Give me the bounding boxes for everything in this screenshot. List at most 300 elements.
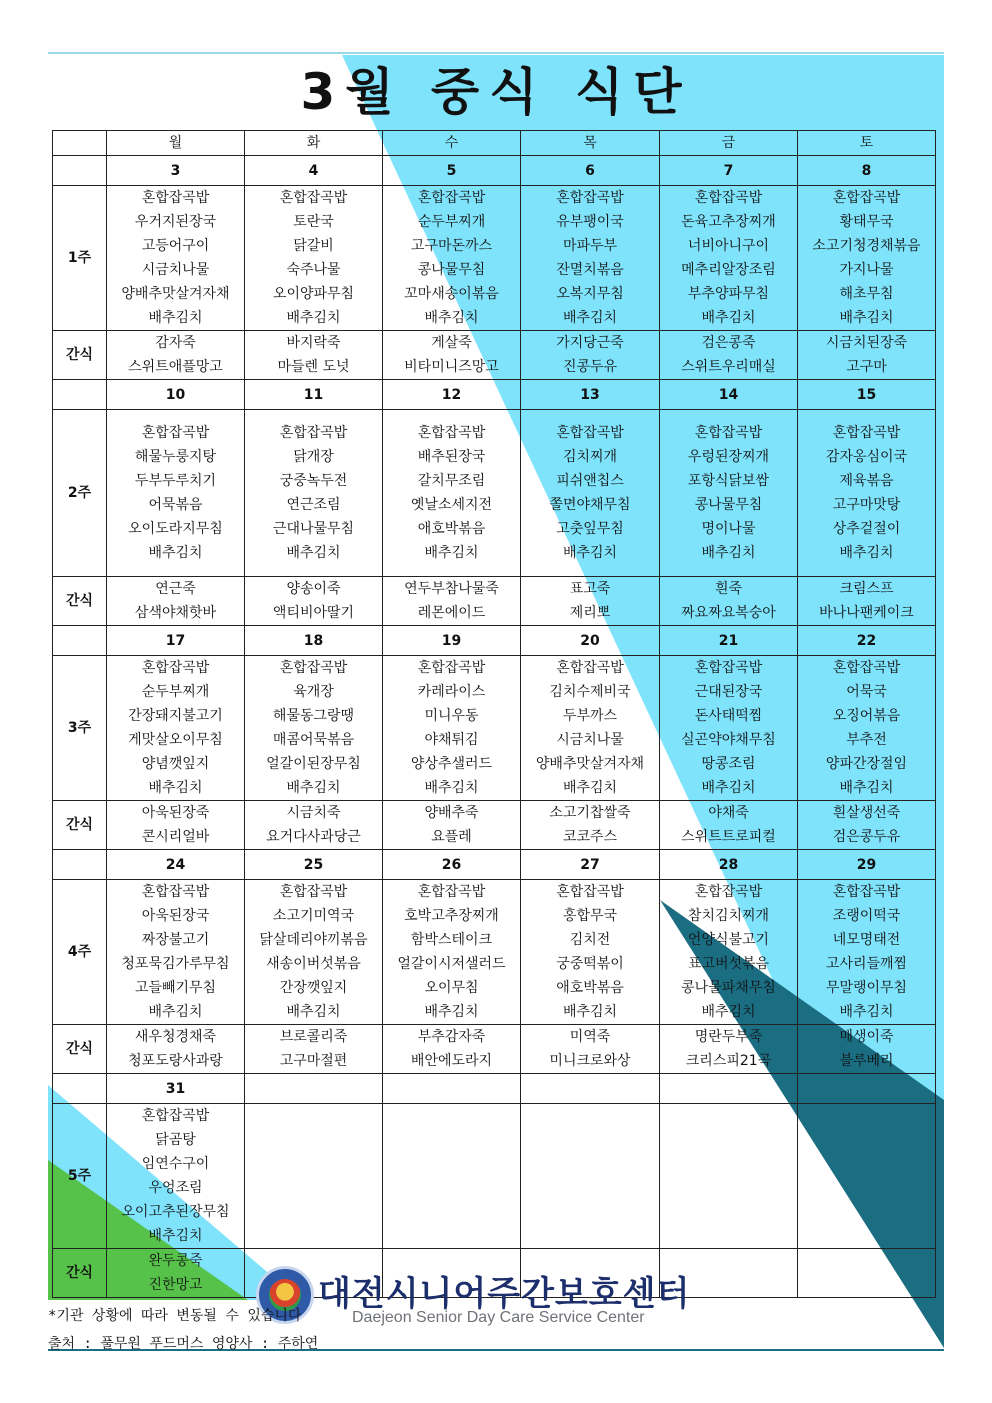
menu-item: 혼합잡곡밥: [832, 425, 901, 441]
menu-item: 혼합잡곡밥: [141, 425, 210, 441]
day-header: 목: [521, 131, 660, 156]
snack-item: 양배추죽: [424, 805, 479, 821]
logo-name-ko: 대전시니어주간보호센터: [318, 1274, 691, 1314]
snack-item: 고구마절편: [279, 1053, 348, 1069]
menu-item: 임연수구이: [141, 1156, 210, 1172]
date-cell: 11: [245, 380, 383, 410]
snack-cell: [245, 577, 383, 626]
snack-item: 배안에도라지: [410, 1053, 493, 1069]
snack-label: 간식: [53, 1249, 107, 1298]
date-cell: 13: [521, 380, 660, 410]
meal-cell: [245, 656, 383, 801]
date-cell: 31: [107, 1074, 245, 1104]
date-row: [53, 156, 936, 186]
week-label: 4주: [53, 880, 107, 1025]
menu-item: 궁중녹두전: [279, 473, 348, 489]
menu-item: 혼합잡곡밥: [141, 190, 210, 206]
menu-item: 궁중떡볶이: [556, 956, 624, 972]
snack-item: 스위트애플망고: [128, 359, 223, 375]
day-header-row: [53, 131, 936, 156]
meal-cell: [798, 410, 936, 577]
menu-item: 배추김치: [701, 310, 756, 326]
menu-item: 감자옹심이국: [825, 449, 908, 465]
snack-cell: [245, 801, 383, 850]
menu-item: 조랭이떡국: [832, 908, 901, 924]
menu-item: 표고버섯볶음: [687, 956, 770, 972]
snack-item: 진콩두유: [562, 359, 618, 375]
menu-item: 소고기미역국: [272, 908, 355, 924]
date-row-label: [53, 850, 107, 880]
menu-item: 쫄면야채무침: [549, 497, 631, 513]
snack-cell: [798, 1025, 936, 1074]
menu-item: 배추김치: [148, 1228, 203, 1244]
menu-item: 얼갈이시저샐러드: [397, 956, 506, 972]
menu-item: 혼합잡곡밥: [556, 190, 624, 206]
menu-item: 혼합잡곡밥: [279, 190, 348, 206]
snack-item: 바나나팬케이크: [819, 605, 914, 621]
snack-cell: [660, 1025, 798, 1074]
menu-item: 부추양파무침: [687, 286, 770, 302]
snack-item: 감자죽: [155, 335, 196, 351]
date-cell: 20: [521, 626, 660, 656]
page-title: 3월 중식 식단: [300, 63, 692, 121]
week-label: 5주: [53, 1104, 107, 1249]
snack-cell: [107, 331, 245, 380]
date-row-label: [53, 380, 107, 410]
menu-item: 무말랭이무침: [825, 980, 908, 996]
menu-item: 배추김치: [148, 310, 203, 326]
menu-item: 오복지무침: [556, 286, 624, 302]
snack-item: 고구마: [846, 359, 887, 375]
date-cell: 18: [245, 626, 383, 656]
meal-cell: [107, 1104, 245, 1249]
date-cell: 24: [107, 850, 245, 880]
menu-item: 혼합잡곡밥: [279, 884, 348, 900]
snack-item: 블루베리: [839, 1053, 894, 1069]
snack-item: 미니크로와상: [549, 1053, 631, 1069]
menu-item: 배추김치: [701, 545, 756, 561]
menu-table: [52, 130, 936, 1298]
snack-item: 명란두부죽: [694, 1029, 763, 1045]
snack-cell: [245, 331, 383, 380]
meal-cell: [383, 410, 521, 577]
menu-item: 혼합잡곡밥: [279, 425, 348, 441]
menu-item: 잔멸치볶음: [556, 262, 624, 278]
meal-cell: [383, 880, 521, 1025]
menu-item: 배추김치: [424, 1004, 479, 1020]
date-row: [53, 1074, 936, 1104]
snack-item: 짜요짜요복숭아: [681, 605, 776, 621]
snack-cell: [107, 1249, 245, 1298]
date-cell: 17: [107, 626, 245, 656]
snack-item: 진한망고: [148, 1277, 203, 1293]
menu-item: 가지나물: [839, 262, 894, 278]
snack-row: [53, 1025, 936, 1074]
snack-item: 삼색야채핫바: [134, 605, 217, 621]
meal-cell: [798, 656, 936, 801]
menu-item: 양상추샐러드: [410, 756, 493, 772]
meal-cell: [107, 186, 245, 331]
snack-cell: [383, 577, 521, 626]
menu-item: 마파두부: [562, 238, 618, 254]
date-cell: 26: [383, 850, 521, 880]
meal-row: [53, 186, 936, 331]
snack-item: 매생이죽: [839, 1029, 894, 1045]
menu-item: 혼합잡곡밥: [417, 190, 486, 206]
menu-item: 혼합잡곡밥: [694, 190, 763, 206]
menu-item: 우렁된장찌개: [687, 449, 770, 465]
snack-row: [53, 331, 936, 380]
menu-item: 양배추맛살겨자채: [535, 756, 645, 772]
snack-cell: [798, 801, 936, 850]
menu-item: 콩나물무침: [694, 497, 763, 513]
snack-cell: [107, 1025, 245, 1074]
week-label: 3주: [53, 656, 107, 801]
menu-item: 소고기청경채볶음: [812, 238, 921, 254]
snack-item: 표고죽: [569, 581, 611, 597]
footer-note: *기관 상황에 따라 변동될 수 있습니다: [48, 1308, 302, 1324]
meal-cell: [660, 1104, 798, 1249]
menu-item: 배추김치: [562, 310, 618, 326]
snack-item: 제리뽀: [569, 605, 611, 621]
snack-item: 연두부참나물죽: [404, 581, 499, 597]
date-row-label: [53, 1074, 107, 1104]
menu-item: 오이무침: [424, 980, 479, 996]
date-cell: 19: [383, 626, 521, 656]
menu-item: 호박고추장찌개: [404, 908, 499, 924]
snack-row: [53, 801, 936, 850]
date-cell: 10: [107, 380, 245, 410]
menu-item: 오이고추된장무침: [121, 1204, 230, 1220]
date-row-label: [53, 626, 107, 656]
menu-item: 닭곰탕: [155, 1132, 196, 1148]
snack-item: 크림스프: [839, 581, 894, 597]
date-cell: 3: [107, 156, 245, 186]
menu-item: 돈사태떡찜: [694, 708, 763, 724]
footer-source: 출처 : 풀무원 푸드머스 영양사 : 주하연: [48, 1336, 319, 1352]
menu-item: 양배추맛살겨자채: [121, 286, 230, 302]
snack-cell: [660, 331, 798, 380]
menu-item: 혼합잡곡밥: [556, 660, 624, 676]
snack-item: 요플레: [431, 829, 472, 845]
menu-item: 게맛살오이무침: [128, 732, 223, 748]
menu-item: 메추리알장조림: [681, 262, 776, 278]
menu-item: 부추전: [846, 732, 887, 748]
snack-label: 간식: [53, 331, 107, 380]
menu-item: 야채튀김: [424, 732, 479, 748]
menu-item: 콩나물파채무침: [681, 980, 776, 996]
meal-cell: [521, 410, 660, 577]
snack-item: 양송이죽: [286, 581, 341, 597]
menu-item: 해초무침: [839, 286, 894, 302]
snack-row: [53, 577, 936, 626]
meal-row: [53, 656, 936, 801]
snack-cell: [798, 577, 936, 626]
menu-item: 제육볶음: [839, 473, 894, 489]
menu-item: 연근조림: [286, 497, 341, 513]
menu-item: 실곤약야채무침: [681, 732, 776, 748]
snack-item: 시금치죽: [286, 805, 341, 821]
logo-name-en: Daejeon Senior Day Care Service Center: [352, 1309, 645, 1326]
snack-item: 코코주스: [562, 829, 618, 845]
snack-item: 검은콩죽: [701, 335, 756, 351]
snack-cell: [383, 331, 521, 380]
snack-item: 레몬에이드: [417, 605, 486, 621]
menu-item: 고춧잎무침: [556, 521, 624, 537]
snack-item: 가지당근죽: [556, 335, 624, 351]
menu-item: 닭살데리야끼볶음: [259, 932, 368, 948]
snack-label: 간식: [53, 577, 107, 626]
menu-item: 함박스테이크: [410, 932, 493, 948]
snack-item: 게살죽: [431, 335, 472, 351]
date-cell: [245, 1074, 383, 1104]
menu-item: 혼합잡곡밥: [417, 884, 486, 900]
date-row: [53, 626, 936, 656]
menu-item: 혼합잡곡밥: [556, 884, 624, 900]
menu-item: 옛날소세지전: [410, 497, 493, 513]
week-label: 1주: [53, 186, 107, 331]
menu-item: 유부팽이국: [556, 214, 624, 230]
menu-item: 포항식닭보쌈: [687, 473, 770, 489]
day-header: 토: [798, 131, 936, 156]
date-cell: [798, 1074, 936, 1104]
snack-item: 브로콜리죽: [279, 1029, 348, 1045]
date-cell: 7: [660, 156, 798, 186]
menu-item: 배추김치: [562, 545, 618, 561]
meal-cell: [245, 880, 383, 1025]
snack-cell: [245, 1025, 383, 1074]
meal-cell: [245, 186, 383, 331]
snack-item: 미역죽: [569, 1029, 611, 1045]
snack-item: 청포도랑사과랑: [128, 1053, 223, 1069]
menu-item: 우거지된장국: [134, 214, 217, 230]
menu-item: 상추겉절이: [832, 521, 901, 537]
menu-item: 너비아니구이: [687, 238, 770, 254]
menu-item: 간장돼지불고기: [128, 708, 223, 724]
menu-item: 어묵볶음: [148, 497, 203, 513]
meal-row: [53, 880, 936, 1025]
menu-item: 배추김치: [839, 780, 894, 796]
menu-item: 순두부찌개: [417, 214, 486, 230]
menu-item: 토란국: [293, 214, 334, 230]
date-cell: 15: [798, 380, 936, 410]
date-cell: 22: [798, 626, 936, 656]
menu-item: 매콤어묵볶음: [272, 732, 355, 748]
menu-item: 배추김치: [424, 545, 479, 561]
snack-item: 바지락죽: [286, 335, 341, 351]
menu-item: 배추김치: [839, 1004, 894, 1020]
snack-item: 흰살생선죽: [832, 805, 901, 821]
menu-item: 새송이버섯볶음: [266, 956, 361, 972]
menu-item: 혼합잡곡밥: [832, 884, 901, 900]
menu-item: 배추김치: [424, 310, 479, 326]
menu-item: 짜장불고기: [141, 932, 210, 948]
menu-item: 우엉조림: [148, 1180, 203, 1196]
week-label: 2주: [53, 410, 107, 577]
snack-item: 비타미니즈망고: [404, 359, 499, 375]
menu-item: 배추김치: [148, 1004, 203, 1020]
snack-item: 스위트트로피컬: [681, 829, 776, 845]
menu-item: 닭갈비: [293, 238, 334, 254]
menu-item: 배추김치: [286, 780, 341, 796]
meal-cell: [107, 656, 245, 801]
menu-item: 배추김치: [701, 780, 756, 796]
menu-item: 피쉬앤칩스: [556, 473, 624, 489]
menu-item: 명이나물: [701, 521, 756, 537]
day-header: 화: [245, 131, 383, 156]
menu-item: 애호박볶음: [556, 980, 624, 996]
menu-item: 시금치나물: [556, 732, 624, 748]
date-cell: [383, 1074, 521, 1104]
meal-cell: [107, 410, 245, 577]
menu-item: 해물동그랑땡: [272, 708, 355, 724]
snack-cell: [383, 1025, 521, 1074]
snack-item: 검은콩두유: [832, 829, 901, 845]
menu-item: 혼합잡곡밥: [832, 190, 901, 206]
meal-cell: [798, 880, 936, 1025]
date-cell: [660, 1074, 798, 1104]
date-row: [53, 850, 936, 880]
snack-label: 간식: [53, 801, 107, 850]
date-cell: 8: [798, 156, 936, 186]
menu-item: 혼합잡곡밥: [694, 884, 763, 900]
menu-item: 황태무국: [839, 214, 894, 230]
menu-item: 오징어볶음: [832, 708, 901, 724]
menu-item: 배추김치: [148, 545, 203, 561]
snack-item: 시금치된장죽: [825, 335, 908, 351]
menu-item: 콩나물무침: [417, 262, 486, 278]
snack-item: 스위트우리매실: [681, 359, 776, 375]
menu-item: 혼합잡곡밥: [694, 425, 763, 441]
snack-item: 아욱된장죽: [141, 805, 210, 821]
menu-item: 닭개장: [293, 449, 334, 465]
menu-item: 배추김치: [701, 1004, 756, 1020]
menu-item: 혼합잡곡밥: [556, 425, 624, 441]
menu-item: 배추김치: [286, 1004, 341, 1020]
day-header: 수: [383, 131, 521, 156]
center-logo: [256, 1264, 776, 1339]
menu-item: 배추김치: [562, 1004, 618, 1020]
meal-cell: [245, 1104, 383, 1249]
menu-item: 김치찌개: [562, 449, 618, 465]
meal-cell: [521, 186, 660, 331]
menu-item: 혼합잡곡밥: [417, 660, 486, 676]
menu-item: 배추김치: [424, 780, 479, 796]
date-cell: 4: [245, 156, 383, 186]
menu-item: 배추김치: [839, 545, 894, 561]
day-header: 금: [660, 131, 798, 156]
date-cell: 25: [245, 850, 383, 880]
menu-item: 근대나물무침: [272, 521, 355, 537]
meal-cell: [383, 1104, 521, 1249]
menu-item: 혼합잡곡밥: [832, 660, 901, 676]
snack-cell: [107, 577, 245, 626]
meal-row: [53, 1104, 936, 1249]
snack-item: 콘시리얼바: [141, 829, 210, 845]
snack-label: 간식: [53, 1025, 107, 1074]
menu-item: 해물누룽지탕: [134, 449, 217, 465]
meal-cell: [660, 880, 798, 1025]
menu-item: 고사리들깨찜: [825, 956, 908, 972]
meal-cell: [660, 186, 798, 331]
snack-cell: [798, 1249, 936, 1298]
meal-cell: [383, 656, 521, 801]
menu-item: 혼합잡곡밥: [694, 660, 763, 676]
menu-item: 숙주나물: [286, 262, 341, 278]
date-row: [53, 380, 936, 410]
menu-item: 혼합잡곡밥: [417, 425, 486, 441]
date-cell: 12: [383, 380, 521, 410]
date-cell: 29: [798, 850, 936, 880]
menu-item: 배추김치: [839, 310, 894, 326]
meal-row: [53, 410, 936, 577]
menu-item: 순두부찌개: [141, 684, 210, 700]
menu-item: 청포묵김가루무침: [121, 956, 230, 972]
menu-item: 카레라이스: [417, 684, 486, 700]
snack-item: 소고기찹쌀죽: [549, 805, 631, 821]
snack-cell: [521, 331, 660, 380]
menu-item: 오이양파무침: [272, 286, 355, 302]
snack-cell: [660, 801, 798, 850]
meal-cell: [245, 410, 383, 577]
menu-item: 시금치나물: [141, 262, 210, 278]
menu-item: 언양식불고기: [687, 932, 770, 948]
menu-item: 오이도라지무침: [128, 521, 223, 537]
meal-cell: [521, 880, 660, 1025]
date-row-label: [53, 156, 107, 186]
menu-item: 육개장: [293, 684, 334, 700]
menu-item: 배추김치: [286, 545, 341, 561]
snack-cell: [107, 801, 245, 850]
date-cell: 6: [521, 156, 660, 186]
meal-cell: [521, 656, 660, 801]
snack-item: 흰죽: [714, 581, 743, 597]
menu-item: 양파간장절임: [825, 756, 908, 772]
meal-cell: [660, 656, 798, 801]
menu-item: 네모명태전: [832, 932, 901, 948]
snack-cell: [383, 801, 521, 850]
menu-item: 근대된장국: [694, 684, 763, 700]
menu-item: 배추김치: [562, 780, 618, 796]
menu-item: 배추된장국: [417, 449, 486, 465]
menu-item: 혼합잡곡밥: [279, 660, 348, 676]
menu-item: 배추김치: [148, 780, 203, 796]
menu-item: 돈육고추장찌개: [681, 214, 776, 230]
snack-item: 액티비아딸기: [272, 605, 355, 621]
menu-item: 혼합잡곡밥: [141, 1108, 210, 1124]
snack-cell: [521, 1025, 660, 1074]
menu-item: 고구마돈까스: [410, 238, 493, 254]
date-cell: 21: [660, 626, 798, 656]
menu-item: 땅콩조림: [701, 756, 756, 772]
date-cell: [521, 1074, 660, 1104]
snack-cell: [521, 577, 660, 626]
menu-item: 김치전: [569, 932, 611, 948]
menu-item: 고들빼기무침: [134, 980, 217, 996]
meal-cell: [107, 880, 245, 1025]
menu-item: 두부까스: [562, 708, 618, 724]
snack-item: 마들렌 도넛: [277, 359, 350, 375]
menu-item: 고등어구이: [141, 238, 210, 254]
meal-cell: [798, 186, 936, 331]
meal-cell: [660, 410, 798, 577]
menu-item: 혼합잡곡밥: [141, 660, 210, 676]
menu-item: 양념깻잎지: [141, 756, 210, 772]
menu-item: 홍합무국: [562, 908, 618, 924]
menu-item: 아욱된장국: [141, 908, 210, 924]
snack-cell: [798, 331, 936, 380]
menu-item: 얼갈이된장무침: [266, 756, 361, 772]
